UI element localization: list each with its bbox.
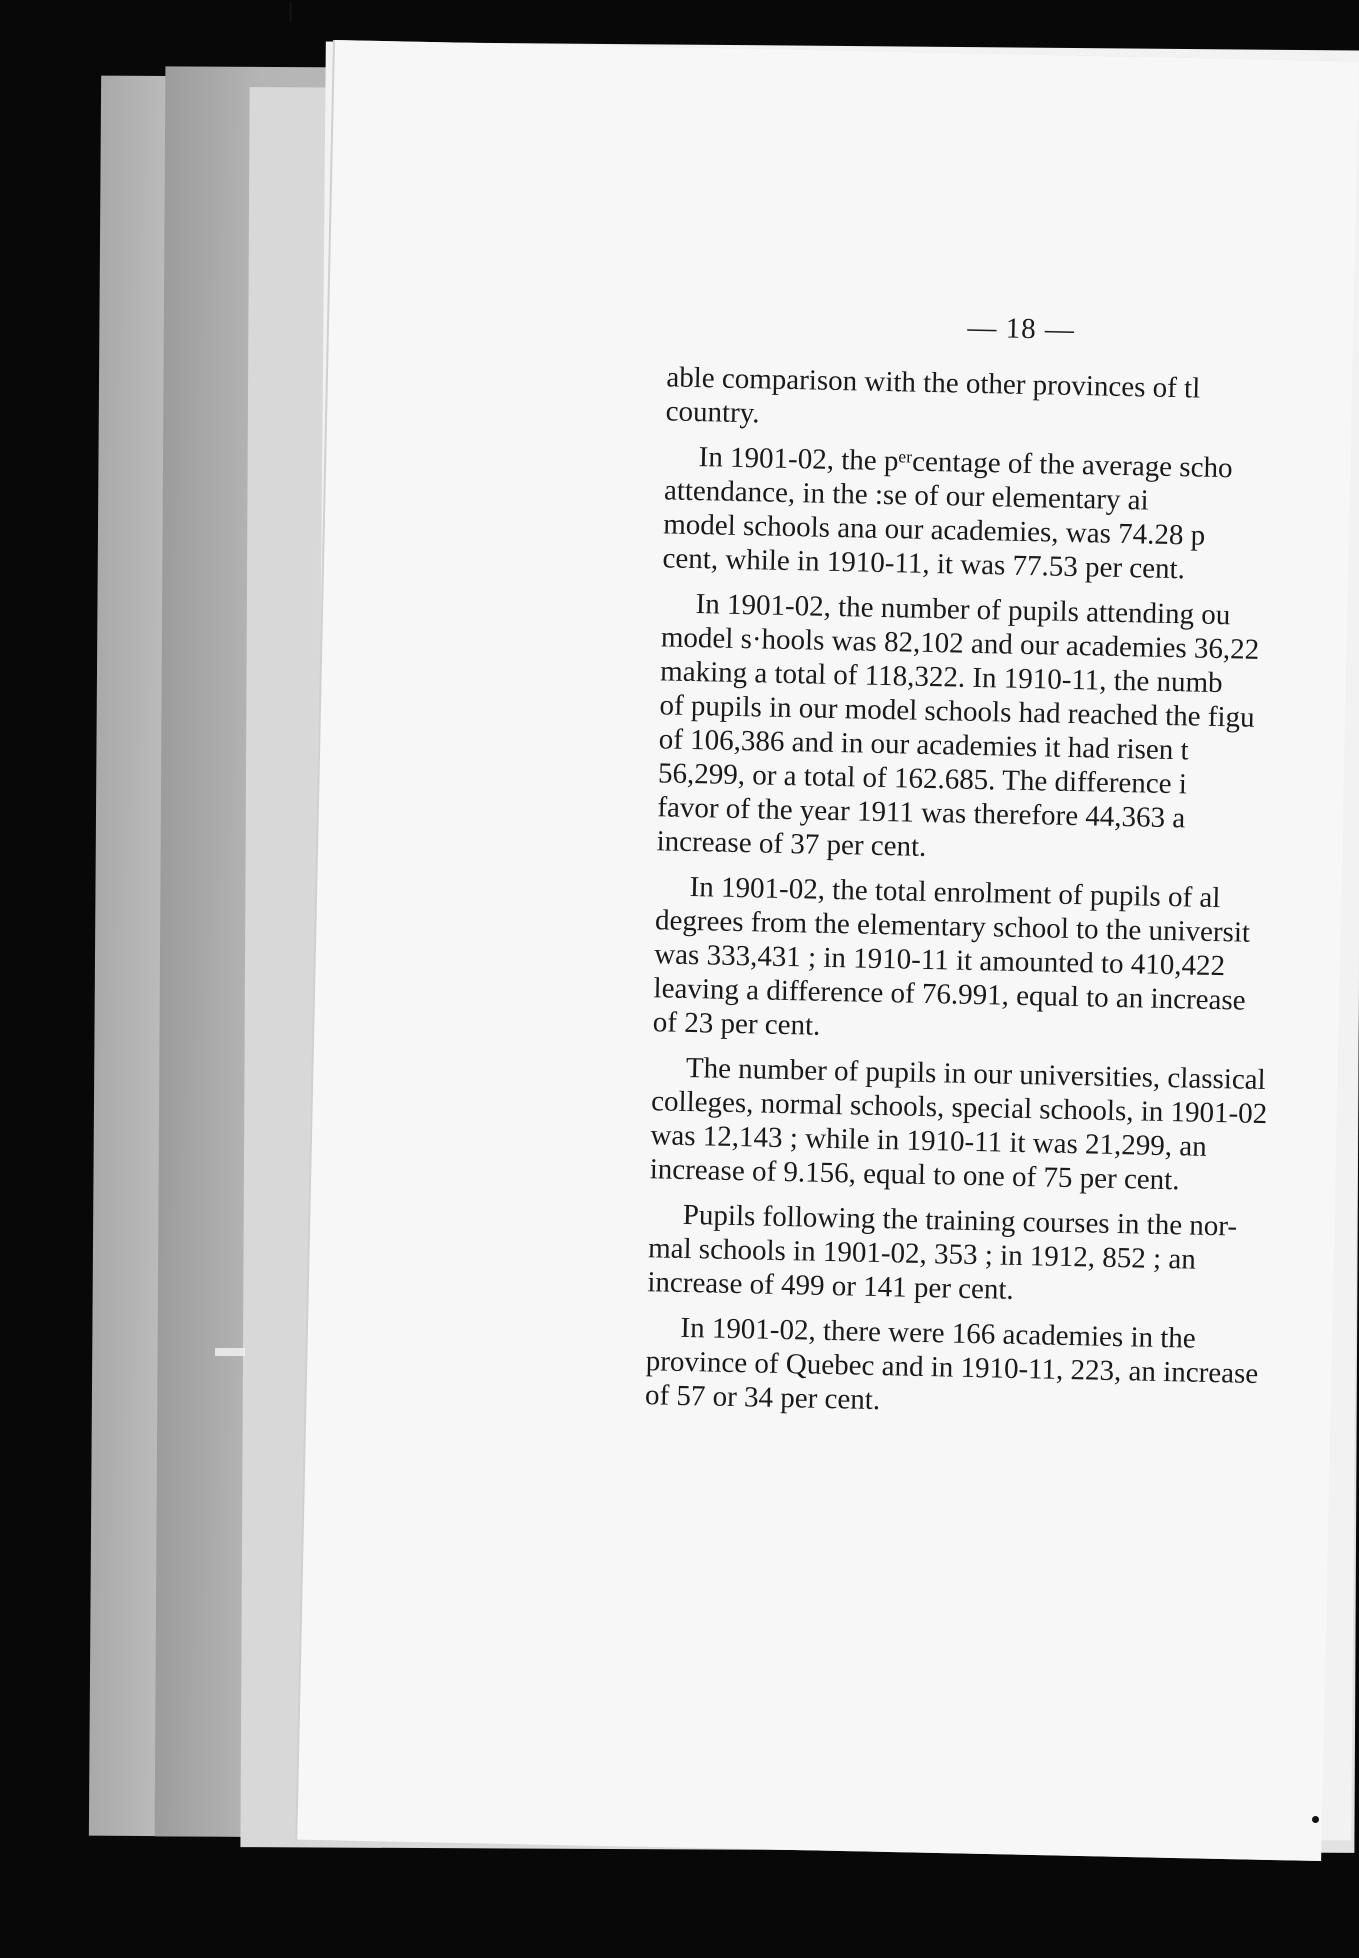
text-line: In 1901-02, the number of pupils attending ou <box>695 588 1231 632</box>
paragraph <box>662 439 1359 590</box>
text-line: of 23 per cent. <box>652 1006 821 1042</box>
paragraph <box>656 586 1359 873</box>
text-line: country. <box>665 395 760 430</box>
text-line: province of Quebec and in 1910-11, 223, an increase <box>645 1345 1259 1391</box>
text-line: degrees from the elementary school to the universit <box>654 904 1251 949</box>
body-text <box>644 360 1359 1438</box>
paragraph <box>645 1310 1359 1427</box>
text-line: 56,299, or a total of 162.685. The difference i <box>657 757 1188 801</box>
text-line: cent, while in 1910-11, it was 77.53 per cent. <box>662 542 1186 586</box>
text-line: model s·hools was 82,102 and our academies 36,22 <box>660 621 1260 666</box>
text-line: attendance, in the :se of our elementary ai <box>663 474 1149 517</box>
text-line: leaving a difference of 76.991, equal to an increase <box>653 972 1246 1017</box>
ink-speck <box>289 2 292 22</box>
text-line: of pupils in our model schools had reached the figu <box>659 689 1255 734</box>
text-line: The number of pupils in our universities, classical <box>685 1051 1267 1097</box>
page-content <box>283 0 1359 1958</box>
text-line: Pupils following the training courses in the nor- <box>682 1198 1238 1243</box>
text-line: increase of 37 per cent. <box>656 825 927 863</box>
text-line: In 1901-02, the pᵉʳcentage of the average scho <box>698 441 1233 485</box>
text-line: In 1901-02, there were 166 academies in the <box>680 1311 1197 1355</box>
page-number: — 18 — <box>967 311 1076 346</box>
text-line: able comparison with the other provinces of tl <box>666 361 1201 405</box>
text-line: increase of 9.156, equal to one of 75 per cent. <box>649 1153 1180 1197</box>
text-line: colleges, normal schools, special schools, in 1901-02 <box>650 1085 1268 1131</box>
text-line: of 106,386 and in our academies it had risen t <box>658 723 1189 767</box>
text-line: model schools ana our academies, was 74.28 p <box>662 508 1206 552</box>
paragraph <box>665 360 1359 443</box>
paper-tear-mark <box>215 1348 245 1356</box>
text-line: favor of the year 1911 was therefore 44,363 a <box>657 791 1186 835</box>
text-line: increase of 499 or 141 per cent. <box>647 1266 1015 1306</box>
paragraph <box>653 869 1359 1054</box>
text-line: making a total of 118,322. In 1910-11, the numb <box>659 655 1223 700</box>
text-line: of 57 or 34 per cent. <box>644 1379 881 1417</box>
paragraph <box>649 1050 1359 1201</box>
paragraph <box>647 1197 1359 1314</box>
text-line: In 1901-02, the total enrolment of pupils of al <box>689 871 1221 915</box>
text-line: mal schools in 1901-02, 353 ; in 1912, 852 ; an <box>647 1232 1197 1276</box>
text-line: was 12,143 ; while in 1910-11 it was 21,299, an <box>650 1119 1208 1163</box>
text-line: was 333,431 ; in 1910-11 it amounted to 410,422 <box>653 938 1226 983</box>
